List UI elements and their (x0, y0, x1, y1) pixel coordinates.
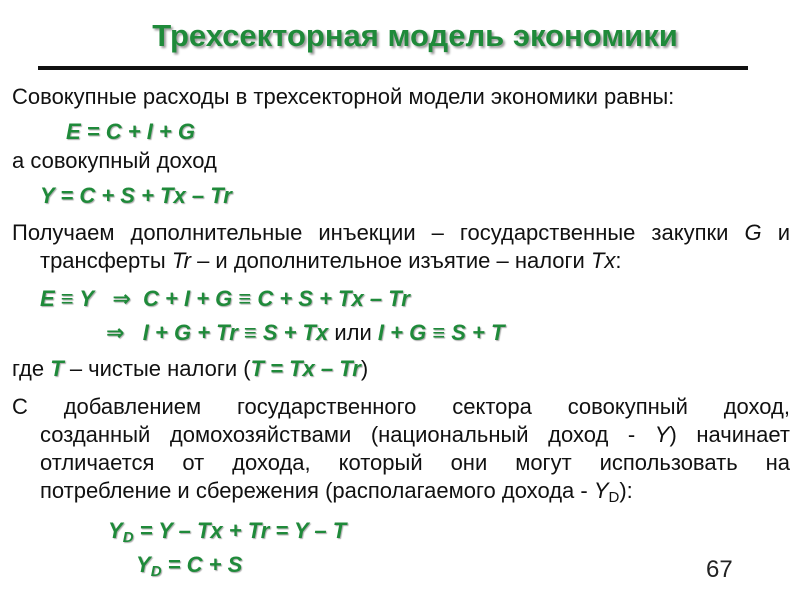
paragraph-total-expenditure: Совокупные расходы в трехсекторной модели экономики равны: (12, 84, 675, 109)
yd-subscript: D (122, 529, 134, 546)
symbol-g: G (744, 220, 762, 245)
formula-expenditure: E = C + I + G (66, 119, 196, 144)
yd-subscript: D (150, 563, 162, 580)
yd-use-expression: = C + S (167, 552, 243, 577)
or-text: или (334, 320, 372, 345)
injections-colon: : (615, 248, 622, 273)
formula-injections-withdrawals (106, 320, 504, 346)
formula-disposable-use (136, 552, 242, 578)
injections-text: Получаем дополнительные инъекции – государственные закупки (12, 220, 729, 245)
consumption-text: потребление и сбережения (располагаемого дохода - (40, 478, 588, 503)
injections-and: и (777, 220, 790, 245)
paragraph-total-income: а совокупный доход (12, 148, 217, 173)
paragraph-disposable-line4 (40, 478, 633, 504)
formula-income: Y = C + S + Tx – Tr (40, 183, 232, 208)
symbol-tx: Tx (590, 248, 616, 273)
paragraph-disposable-line2 (40, 422, 790, 448)
yd-expression: = Y – Tx + Tr = Y – T (139, 518, 347, 543)
paragraph-disposable-line1: С добавлением государственного сектора совокупный доход, (12, 394, 790, 419)
begins-text: ) начинает (669, 422, 790, 447)
consumption-close: ): (619, 478, 633, 503)
transfers-text: трансферты (40, 248, 166, 273)
symbol-yd: Y (593, 478, 609, 503)
net-taxes-formula: T = Tx – Tr (250, 356, 361, 381)
paragraph-disposable-line3: отличается от дохода, который они могут использовать на (40, 450, 790, 475)
net-taxes-text: – чистые налоги ( (69, 356, 251, 381)
paragraph-injections-line2 (40, 248, 622, 274)
withdrawal-text: – и дополнительное изъятие – налоги (197, 248, 585, 273)
where-text: где (12, 356, 45, 381)
page-number: 67 (706, 556, 733, 583)
symbol-yd-subscript: D (608, 489, 620, 506)
equilibrium-left: E ≡ Y (40, 286, 95, 311)
yd-symbol: Y (108, 518, 123, 543)
paragraph-injections-line1 (12, 220, 790, 246)
yd-symbol: Y (136, 552, 151, 577)
injections-left: I + G + Tr ≡ S + Tx (142, 320, 329, 345)
net-taxes-close: ) (360, 356, 369, 381)
symbol-y: Y (654, 422, 670, 447)
households-text: созданный домохозяйствами (национальный доход - (40, 422, 636, 447)
slide-title: Трехсекторная модель экономики (152, 18, 678, 53)
equilibrium-right: C + I + G ≡ C + S + Tx – Tr (143, 286, 410, 311)
formula-disposable-income (108, 518, 346, 544)
implies-arrow-icon: ⇒ (112, 286, 131, 311)
paragraph-net-taxes (12, 356, 368, 382)
formula-equilibrium (40, 286, 410, 312)
symbol-tr: Tr (171, 248, 191, 273)
injections-right: I + G ≡ S + T (377, 320, 505, 345)
title-divider (38, 66, 748, 70)
implies-arrow-icon: ⇒ (106, 320, 125, 345)
symbol-t: T (50, 356, 64, 381)
